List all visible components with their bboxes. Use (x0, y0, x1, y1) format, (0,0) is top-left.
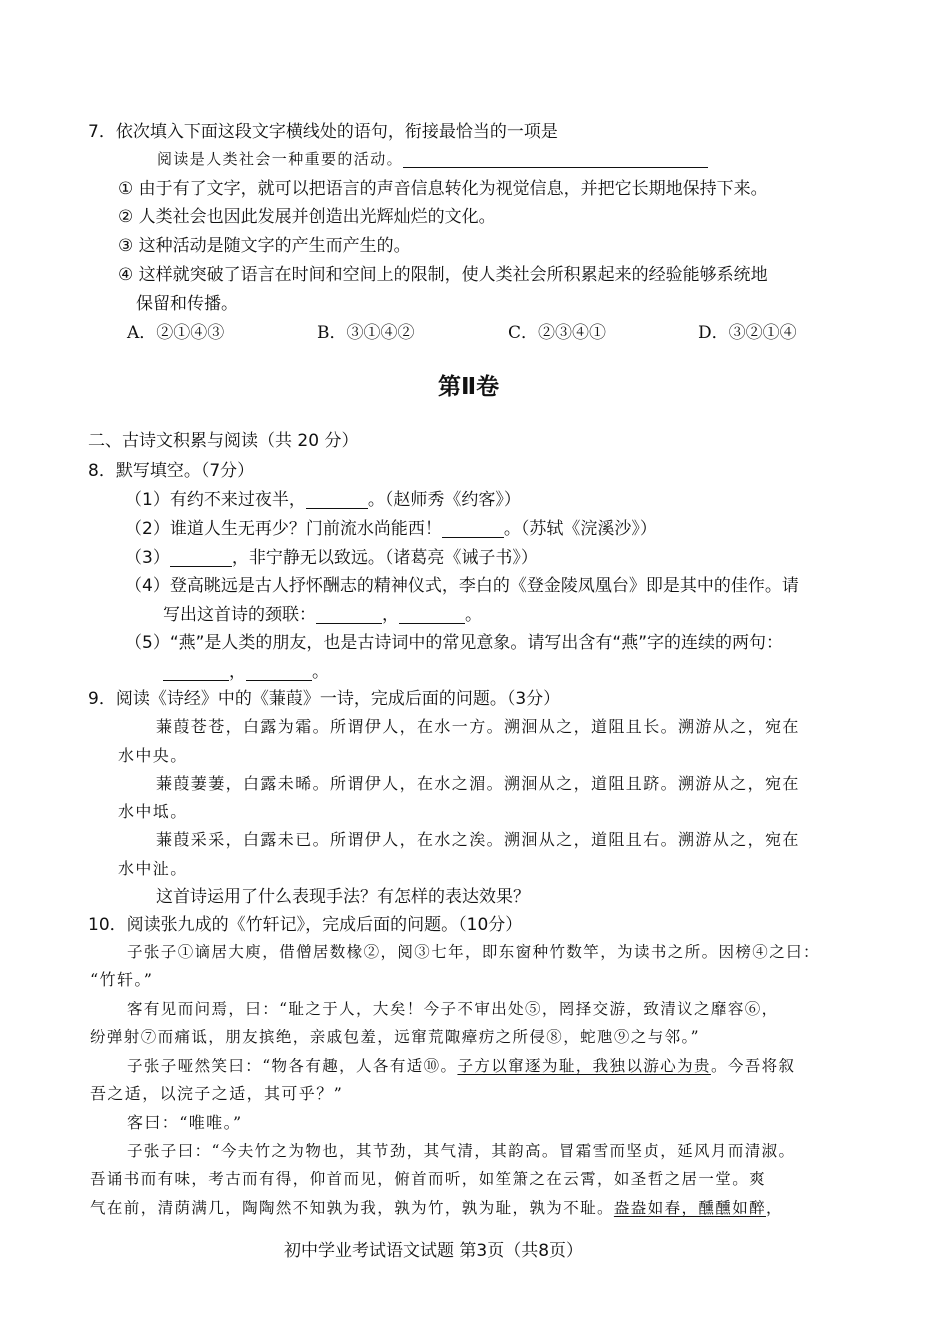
q8-blank-2 (442, 519, 504, 538)
q8-line-4: （4）登高眺远是古人抒怀酬志的精神仪式，李白的《登金陵凤凰台》即是其中的佳作。请 (125, 576, 799, 596)
q10-para-line: 子张子①谪居大庾，借僧居数椽②，阅③七年，即东窗种竹数竿，为读书之所。因榜④之曰： (127, 943, 820, 961)
q10-stem: 10．阅读张九成的《竹轩记》，完成后面的问题。（10分） (88, 915, 523, 935)
q8-line-1-text: （1）有约不来过夜半， (125, 490, 306, 510)
q10-para-line (127, 1055, 795, 1077)
q7-item-2: ② 人类社会也因此发展并创造出光辉灿烂的文化。 (118, 207, 496, 227)
q10-text: ， (766, 1199, 783, 1217)
q7-passage (157, 148, 708, 170)
section-title: 第Ⅱ卷 (438, 374, 500, 400)
q8-line-2-source: 。（苏轼《浣溪沙》） (503, 519, 657, 539)
q9-poem-line: 水中央。 (118, 746, 188, 765)
q10-para-line (90, 1197, 783, 1219)
q7-option-c: C．②③④① (508, 323, 607, 343)
q7-blank (403, 149, 708, 168)
page-footer: 初中学业考试语文试题 第3页（共8页） (284, 1241, 584, 1261)
q8-stem: 8．默写填空。（7分） (88, 461, 255, 481)
q8-blank-3 (170, 548, 232, 567)
q9-poem-line: 蒹葭苍苍，白露为霜。所谓伊人，在水一方。溯洄从之，道阻且长。溯游从之，宛在 (156, 717, 800, 736)
q8-period: 。 (465, 605, 482, 625)
q8-line-4-prompt: 写出这首诗的颈联： (163, 605, 316, 625)
q10-para-line: 吾之适，以浣子之适，其可乎？” (90, 1084, 344, 1103)
q8-line-1 (125, 489, 521, 511)
q10-underlined-phrase: 盎盎如春，醺醺如醉 (613, 1199, 767, 1217)
q8-line-1-source: 。（赵师秀《约客》） (367, 490, 521, 510)
q7-item-3: ③ 这种活动是随文字的产生而产生的。 (118, 236, 411, 256)
q9-poem-line: 水中沚。 (118, 859, 188, 878)
q8-comma: ， (382, 605, 399, 625)
q7-item-1: ① 由于有了文字，就可以把语言的声音信息转化为视觉信息，并把它长期地保持下来。 (118, 179, 768, 199)
q8-line-3-text: ，非宁静无以致远。（诸葛亮《诫子书》） (231, 548, 538, 568)
q10-text: 气在前，清荫满几，陶陶然不知孰为我，孰为竹，孰为耻，孰为不耻。 (90, 1199, 614, 1217)
q7-passage-text: 阅读是人类社会一种重要的活动。 (157, 150, 404, 168)
q7-option-a: A．②①④③ (127, 323, 225, 343)
part2-heading: 二、古诗文积累与阅读（共 20 分） (88, 431, 359, 451)
q10-para-line: “竹轩。” (90, 970, 154, 989)
q9-question: 这首诗运用了什么表现手法？有怎样的表达效果？ (156, 887, 530, 907)
q8-line-4-cont (163, 604, 482, 626)
q9-poem-line: 蒹葭采采，白露未已。所谓伊人，在水之涘。溯洄从之，道阻且右。溯游从之，宛在 (156, 830, 800, 849)
q9-stem: 9．阅读《诗经》中的《蒹葭》一诗，完成后面的问题。（3分） (88, 689, 561, 709)
q10-text: 。今吾将叙 (710, 1057, 796, 1075)
q10-para-line: 客曰：“唯唯。” (127, 1113, 243, 1132)
q8-line-2-text: （2）谁道人生无再少？门前流水尚能西！ (125, 519, 442, 539)
q8-blank-5b (246, 662, 312, 681)
q8-line-2 (125, 518, 657, 540)
q7-item-4-cont: 保留和传播。 (136, 294, 238, 314)
q7-option-b: B．③①④② (317, 323, 415, 343)
q8-blank-1 (306, 490, 368, 509)
q8-blank-4a (316, 605, 382, 624)
q10-underlined-sentence: 子方以窜逐为耻，我独以游心为贵 (457, 1057, 711, 1075)
q8-line-3-label: （3） (125, 548, 170, 568)
q7-stem: 7．依次填入下面这段文字横线处的语句，衔接最恰当的一项是 (88, 122, 558, 142)
q8-comma-5: ， (229, 662, 246, 682)
q10-para-line: 吾诵书而有味，考古而有得，仰首而见，俯首而听，如笙箫之在云霄，如圣哲之居一堂。爽 (90, 1170, 767, 1188)
q8-line-5: （5）“燕”是人类的朋友，也是古诗词中的常见意象。请写出含有“燕”字的连续的两句： (125, 633, 784, 653)
q8-blank-4b (399, 605, 465, 624)
q9-poem-line: 水中坻。 (118, 802, 188, 821)
q10-para-line: 子张子曰：“今夫竹之为物也，其节劲，其气清，其韵高。冒霜雪而坚贞，延风月而清淑。 (127, 1142, 796, 1160)
q7-item-4: ④ 这样就突破了语言在时间和空间上的限制，使人类社会所积累起来的经验能够系统地 (118, 265, 768, 285)
q10-text: 子张子哑然笑曰：“物各有趣，人各有适⑩。 (127, 1057, 458, 1075)
q8-line-3 (125, 547, 538, 569)
q8-blank-5a (163, 662, 229, 681)
q10-para-line: 纷弹射⑦而痛诋，朋友摈绝，亲戚包羞，远窜荒陬瘴疠之所侵⑧，蛇虺⑨之与邻。” (90, 1028, 700, 1046)
q8-period-5: 。 (312, 662, 329, 682)
q7-option-d: D．③②①④ (698, 323, 797, 343)
q9-poem-line: 蒹葭萋萋，白露未晞。所谓伊人，在水之湄。溯洄从之，道阻且跻。溯游从之，宛在 (156, 774, 800, 793)
q8-line-5-cont (163, 661, 329, 683)
q10-para-line: 客有见而问焉，曰：“耻之于人，大矣！今子不审出处⑤，罔择交游，致清议之靡容⑥， (127, 1000, 779, 1018)
